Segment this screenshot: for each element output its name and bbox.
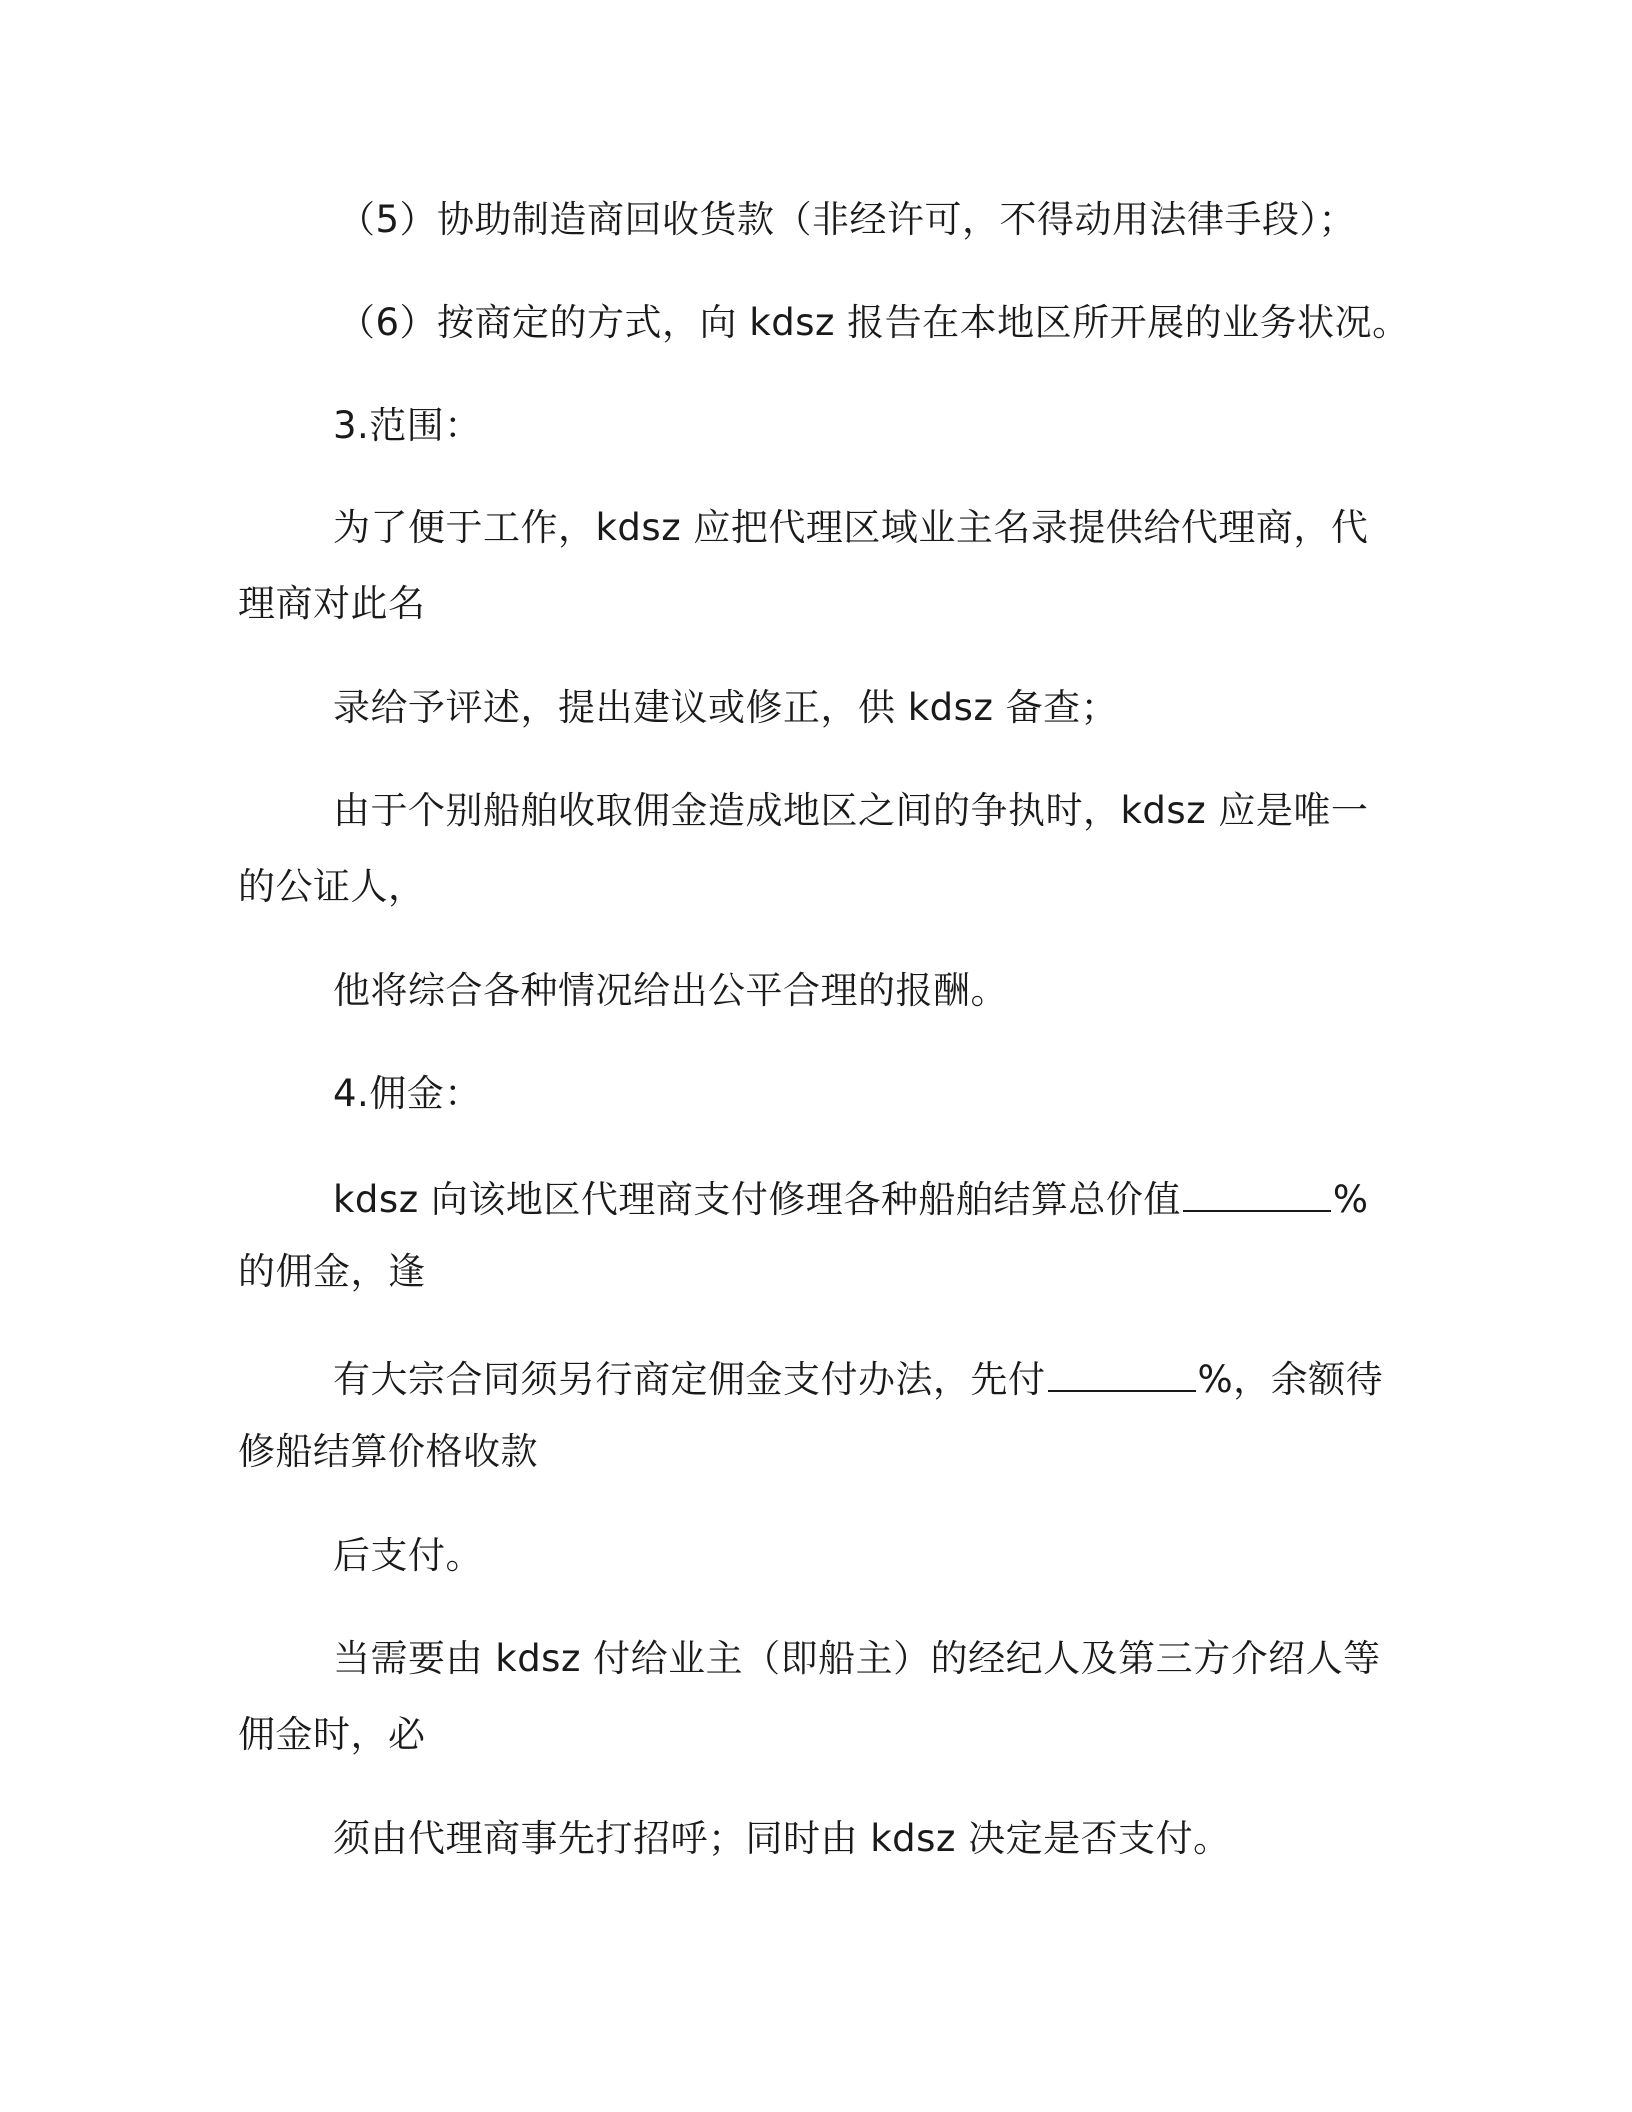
paragraph-line: 理商对此名 [238, 582, 426, 625]
commission-rate-line [333, 1172, 1369, 1224]
percent-sign: % [1332, 1178, 1369, 1221]
paragraph-line: 的佣金，逢 [238, 1250, 426, 1293]
advance-payment-remainder: %，余额待 [1197, 1358, 1384, 1401]
clause-5: （5）协助制造商回收货款（非经许可，不得动用法律手段）； [338, 198, 1357, 241]
paragraph-line: 当需要由 kdsz 付给业主（即船主）的经纪人及第三方介绍人等 [333, 1637, 1381, 1680]
paragraph-line: 他将综合各种情况给出公平合理的报酬。 [333, 969, 1008, 1012]
commission-rate-blank [1183, 1172, 1331, 1212]
advance-payment-blank [1048, 1352, 1196, 1392]
paragraph-line: 录给予评述，提出建议或修正，供 kdsz 备查； [333, 686, 1119, 729]
paragraph-line: 佣金时，必 [238, 1713, 426, 1756]
clause-6: （6）按商定的方式，向 kdsz 报告在本地区所开展的业务状况。 [338, 301, 1410, 344]
paragraph-line: 由于个别船舶收取佣金造成地区之间的争执时，kdsz 应是唯一 [333, 789, 1369, 832]
section-heading-commission: 4.佣金： [333, 1072, 482, 1115]
paragraph-line: 须由代理商事先打招呼；同时由 kdsz 决定是否支付。 [333, 1817, 1231, 1860]
paragraph-line: 修船结算价格收款 [238, 1430, 538, 1473]
section-heading-scope: 3.范围： [333, 404, 482, 447]
commission-rate-text: kdsz 向该地区代理商支付修理各种船舶结算总价值 [333, 1178, 1181, 1221]
advance-payment-line [333, 1352, 1383, 1404]
advance-payment-text: 有大宗合同须另行商定佣金支付办法，先付 [333, 1358, 1046, 1401]
paragraph-line: 的公证人， [238, 865, 426, 908]
paragraph-line: 为了便于工作，kdsz 应把代理区域业主名录提供给代理商，代 [333, 506, 1369, 549]
paragraph-line: 后支付。 [333, 1534, 483, 1577]
